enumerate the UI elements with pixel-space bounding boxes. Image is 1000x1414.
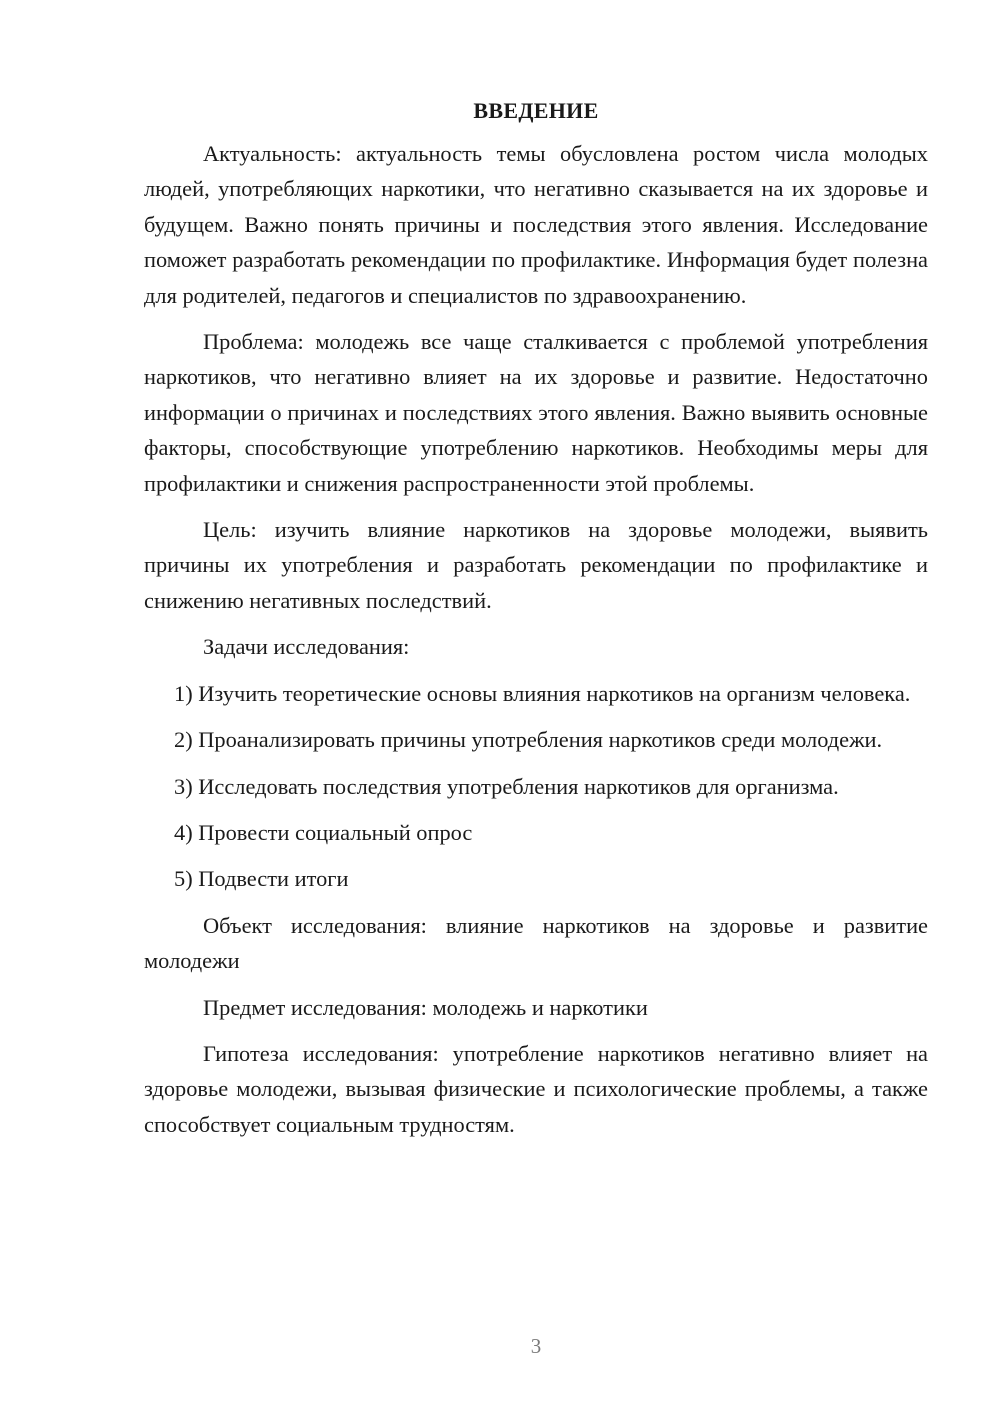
task-item-5: 5) Подвести итоги: [174, 866, 349, 892]
task-item-2: 2) Проанализировать причины употребления наркотиков среди молодежи.: [174, 727, 883, 753]
tasks-heading: Задачи исследования:: [203, 634, 410, 660]
subject-paragraph: Предмет исследования: молодежь и наркотики: [203, 994, 648, 1020]
relevance-paragraph: Актуальность: актуальность темы обусловлена ростом числа молодых людей, употребляющих наркотики, что негативно сказывается на их здоровье и будущем. Важно понять причины и последствия этого явления. Исследование поможет разработать рекомендации по профилактике. Информация будет полезна для родителей, педагогов и специалистов по здравоохранению.: [144, 141, 928, 308]
task-item-3: 3) Исследовать последствия употребления наркотиков для организма.: [174, 773, 839, 799]
object-paragraph: Объект исследования: влияние наркотиков на здоровье и развитие молодежи: [144, 912, 928, 974]
goal-paragraph: Цель: изучить влияние наркотиков на здоровье молодежи, выявить причины их употребления и разработать рекомендации по профилактике и снижению негативных последствий.: [144, 517, 928, 613]
document-page: [144, 96, 928, 1153]
page-number: 3: [530, 1334, 542, 1358]
task-item-1: 1) Изучить теоретические основы влияния наркотиков на организм человека.: [174, 680, 911, 706]
hypothesis-paragraph: Гипотеза исследования: употребление наркотиков негативно влияет на здоровье молодежи, вызывая физические и психологические проблемы, а также способствует социальным трудностям.: [144, 1040, 928, 1137]
problem-paragraph: Проблема: молодежь все чаще сталкивается с проблемой употребления наркотиков, что негативно влияет на их здоровье и развитие. Недостаточно информации о причинах и последствиях этого явления. Важно выявить основные факторы, способствующие употреблению наркотиков. Необходимы меры для профилактики и снижения распространенности этой проблемы.: [144, 329, 928, 496]
section-heading: ВВЕДЕНИЕ: [473, 98, 599, 123]
task-item-4: 4) Провести социальный опрос: [174, 819, 473, 845]
